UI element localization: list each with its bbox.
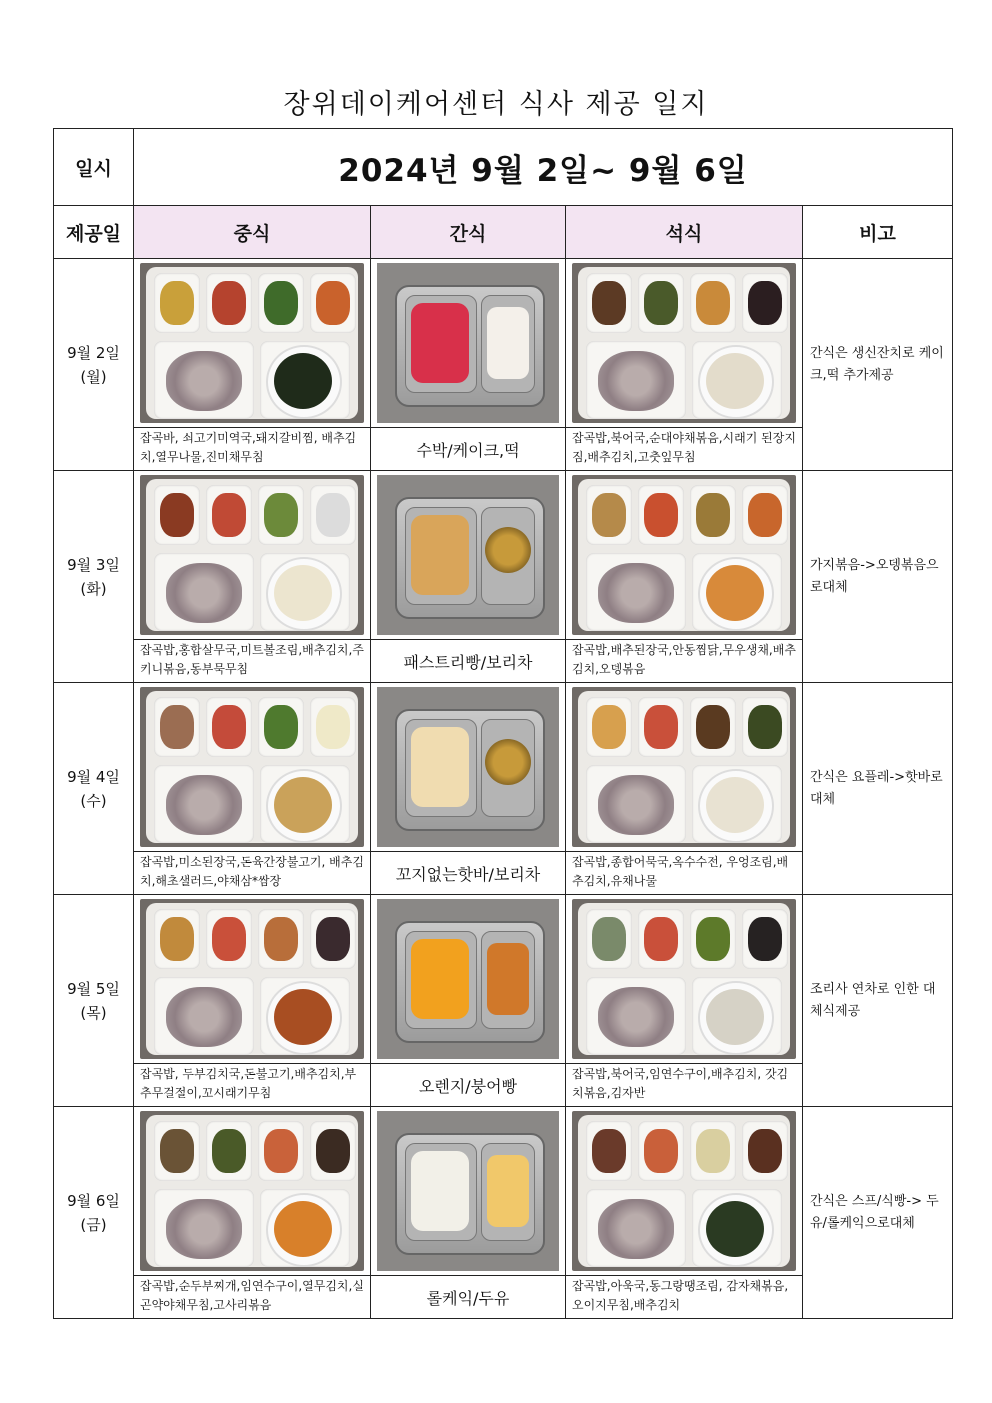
snack-photo [371,259,566,428]
note-cell: 간식은 스프/식빵-> 두유/롤케익으로대체 [803,1107,953,1319]
col-note: 비고 [803,206,953,259]
dinner-tray-photo [572,1111,796,1271]
day-cell [54,471,134,683]
snack-photo [371,1107,566,1276]
day-date: 9월 4일 [67,767,120,786]
col-dinner: 석식 [566,206,803,259]
lunch-menu: 잡곡밥,순두부찌개,임연수구이,열무김치,실곤약야채무침,고사리볶음 [134,1276,371,1319]
day-date: 9월 5일 [67,979,120,998]
meal-rows [54,259,953,1319]
lunch-photo [134,1107,371,1276]
dinner-menu: 잡곡밥,아욱국,동그랑땡조림, 감자채볶음,오이지무침,배추김치 [566,1276,803,1319]
day-cell [54,895,134,1107]
snack-photo [371,471,566,640]
snack-menu: 오렌지/붕어빵 [371,1064,566,1107]
col-snack: 간식 [371,206,566,259]
day-weekday: (수) [80,791,107,810]
dinner-tray-photo [572,263,796,423]
note-cell: 간식은 생신잔치로 케이크,떡 추가제공 [803,259,953,471]
snack-tray-photo [377,263,559,423]
day-weekday: (월) [80,367,107,386]
day-row [54,1107,953,1276]
day-date: 9월 3일 [67,555,120,574]
dinner-photo [566,1107,803,1276]
lunch-photo [134,259,371,428]
col-lunch: 중식 [134,206,371,259]
snack-tray-photo [377,475,559,635]
lunch-menu: 잡곡밥,미소된장국,돈육간장불고기, 배추김치,해초샐러드,야채삼*쌈장 [134,852,371,895]
dinner-menu: 잡곡밥,북어국,임연수구이,배추김치, 갓김치볶음,김자반 [566,1064,803,1107]
dinner-menu: 잡곡밥,북어국,순대야채볶음,시래기 된장지짐,배추김치,고춧잎무침 [566,428,803,471]
day-weekday: (화) [80,579,107,598]
dinner-photo [566,683,803,852]
snack-menu: 패스트리빵/보리차 [371,640,566,683]
page-title: 장위데이케어센터 식사 제공 일지 [283,89,709,120]
snack-menu: 꼬지없는핫바/보리차 [371,852,566,895]
note-cell: 가지볶음->오뎅볶음으로대체 [803,471,953,683]
day-row [54,683,953,852]
day-cell [54,259,134,471]
lunch-tray-photo [140,899,364,1059]
day-weekday: (목) [80,1003,107,1022]
dinner-menu: 잡곡밥,종합어묵국,옥수수전, 우엉조림,배추김치,유채나물 [566,852,803,895]
lunch-tray-photo [140,687,364,847]
lunch-tray-photo [140,1111,364,1271]
col-day: 제공일 [54,206,134,259]
lunch-photo [134,471,371,640]
meal-log-table [53,128,953,1319]
lunch-menu: 잡곡밥, 두부김치국,돈불고기,배추김치,부추무걸절이,꼬시래기무침 [134,1064,371,1107]
day-row [54,471,953,640]
snack-tray-photo [377,687,559,847]
snack-tray-photo [377,899,559,1059]
date-label: 일시 [54,129,134,206]
dinner-tray-photo [572,475,796,635]
day-weekday: (금) [80,1215,107,1234]
dinner-tray-photo [572,687,796,847]
day-date: 9월 2일 [67,343,120,362]
snack-menu: 롤케익/두유 [371,1276,566,1319]
note-cell: 조리사 연차로 인한 대체식제공 [803,895,953,1107]
day-date: 9월 6일 [67,1191,120,1210]
dinner-photo [566,471,803,640]
dinner-tray-photo [572,899,796,1059]
note-cell: 간식은 요플레->핫바로 대체 [803,683,953,895]
dinner-photo [566,895,803,1064]
snack-photo [371,895,566,1064]
snack-tray-photo [377,1111,559,1271]
dinner-photo [566,259,803,428]
day-row [54,259,953,428]
lunch-menu: 잡곡밥,홍합살무국,미트볼조림,배추김치,주키니볶음,동부묵무침 [134,640,371,683]
lunch-photo [134,683,371,852]
day-cell [54,683,134,895]
day-row [54,895,953,1064]
snack-menu: 수박/케이크,떡 [371,428,566,471]
lunch-tray-photo [140,475,364,635]
lunch-tray-photo [140,263,364,423]
date-range: 2024년 9월 2일~ 9월 6일 [134,129,953,206]
snack-photo [371,683,566,852]
lunch-photo [134,895,371,1064]
dinner-menu: 잡곡밥,배추된장국,안동찜닭,무우생채,배추김치,오뎅볶음 [566,640,803,683]
day-cell [54,1107,134,1319]
lunch-menu: 잡곡바, 쇠고기미역국,돼지갈비찜, 배추김치,열무나물,진미채무침 [134,428,371,471]
